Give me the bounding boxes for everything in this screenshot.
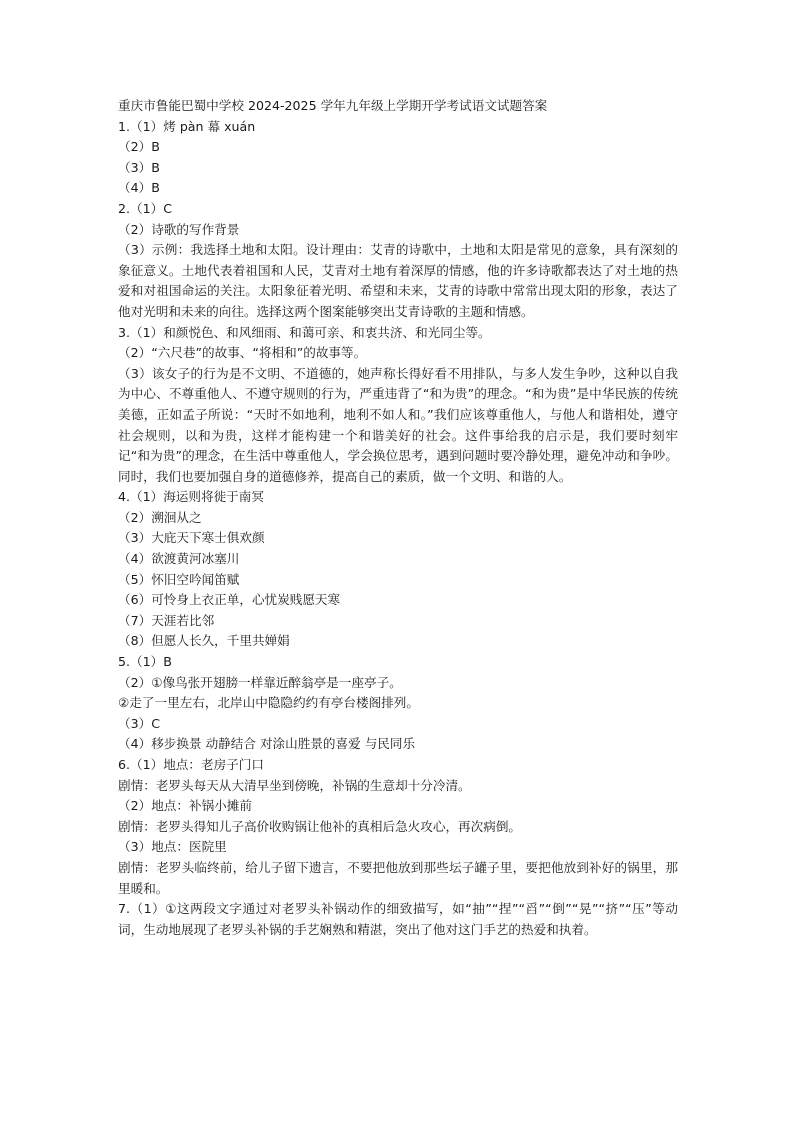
answer-line: 1.（1）烤 pàn 幕 xuán [118,118,256,134]
answer-line: （4）欲渡黄河冰塞川 [118,551,240,567]
answer-line: （3）B [118,159,160,175]
answer-line: （6）可怜身上衣正单，心忧炭贱愿天寒 [118,592,341,608]
answer-line: 5.（1）B [118,654,172,670]
answer-line: 4.（1）海运则将徙于南冥 [118,489,264,505]
answer-line: ②走了一里左右，北岸山中隐隐约约有亭台楼阁排列。 [118,695,419,711]
answer-line: （4）B [118,180,160,196]
answer-line: （3）地点：医院里 [118,839,227,855]
answer-body [118,117,678,941]
answer-paragraph: （3）该女子的行为是不文明、不道德的，她声称长得好看不用排队，与多人发生争吵，这种以自我为中心、不尊重他人、不遵守规则的行为，严重违背了“和为贵”的理念。“和为贵”是中华民族的传统美德，正如孟子所说：“天时不如地利，地利不如人和。”我们应该尊重他人，与他人和谐相处，遵守社会规则，以和为贵，这样才能构建一个和谐美好的社会。这件事给我的启示是，我们要时刻牢记“和为贵”的理念，在生活中尊重他人，学会换位思考，遇到问题时要冷静处理，避免冲动和争吵。同时，我们也要加强自身的道德修养，提高自己的素质，做一个文明、和谐的人。 [118,365,678,484]
answer-line: 6.（1）地点：老房子门口 [118,757,264,772]
answer-line: （2）①像鸟张开翅膀一样靠近醉翁亭是一座亭子。 [118,674,402,690]
answer-line: （8）但愿人长久，千里共婵娟 [118,633,290,649]
answer-line: （7）天涯若比邻 [118,612,215,628]
answer-line: （2）溯洄从之 [118,509,202,525]
answer-paragraph: 剧情：老罗头临终前，给儿子留下遗言，不要把他放到那些坛子罐子里，要把他放到补好的锅里，那里暖和。 [118,859,678,896]
answer-line: 3.（1）和颜悦色、和风细雨、和蔼可亲、和衷共济、和光同尘等。 [118,324,491,340]
answer-paragraph: （3）示例：我选择土地和太阳。设计理由：艾青的诗歌中，土地和太阳是常见的意象，具有深刻的象征意义。土地代表着祖国和人民，艾青对土地有着深厚的情感，他的许多诗歌都表达了对土地的热爱和对祖国命运的关注。太阳象征着光明、希望和未来，艾青的诗歌中常常出现太阳的形象，表达了他对光明和未来的向往。选择这两个图案能够突出艾青诗歌的主题和情感。 [118,242,678,319]
answer-line: （3）大庇天下寒士俱欢颜 [118,530,265,546]
answer-line: （2）B [118,139,160,155]
answer-line: （2）地点：补锅小摊前 [118,798,252,814]
answer-line: 剧情：老罗头得知儿子高价收购锅让他补的真相后急火攻心，再次病倒。 [118,818,521,834]
answer-line: （2）“六尺巷”的故事、“将相和”的故事等。 [118,345,367,361]
answer-line: （5）怀旧空吟闻笛赋 [118,571,240,587]
document-title: 重庆市鲁能巴蜀中学校 2024-2025 学年九年级上学期开学考试语文试题答案 [118,98,548,113]
answer-line: （4）移步换景 动静结合 对涂山胜景的喜爱 与民同乐 [118,736,416,752]
answer-line: （2）诗歌的写作背景 [118,221,240,237]
answer-line: 2.（1）C [118,200,173,216]
answer-line: （3）C [118,715,160,731]
answer-line: 剧情：老罗头每天从大清早坐到傍晚，补锅的生意却十分冷清。 [118,777,471,793]
answer-paragraph: 7.（1）①这两段文字通过对老罗头补锅动作的细致描写，如“抽”“捏”“舀”“倒”“晃”“挤”“压”等动词，生动地展现了老罗头补锅的手艺娴熟和精湛，突出了他对这门手艺的热爱和执着。 [118,901,678,937]
answer-document [118,96,678,940]
